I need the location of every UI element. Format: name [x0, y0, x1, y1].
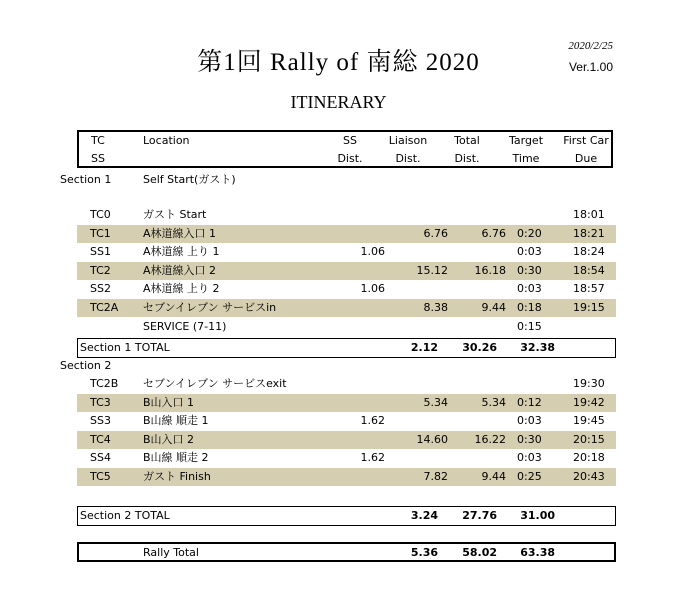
table-row [77, 225, 616, 243]
first-car-due-cell: 20:15 [573, 432, 605, 446]
table-row [77, 299, 616, 317]
first-car-due-cell: 18:21 [573, 226, 605, 240]
tc-cell: TC5 [90, 470, 111, 483]
document-date: 2020/2/25 [568, 40, 613, 52]
col-header-first-car: First Car [563, 134, 609, 147]
target-time-cell: 0:03 [517, 451, 542, 465]
table-row [77, 206, 616, 224]
first-car-due-cell: 19:15 [573, 301, 605, 314]
table-row [77, 394, 616, 412]
location-cell: SERVICE (7-11) [143, 319, 227, 333]
liaison-dist-cell: 14.60 [416, 432, 448, 446]
location-cell: ガスト Finish [143, 470, 211, 483]
first-car-due-cell: 18:57 [573, 282, 605, 296]
ss-dist-cell: 1.62 [360, 414, 385, 428]
section-2-total-total: 31.00 [520, 509, 555, 522]
tc-cell: TC2A [90, 301, 119, 314]
liaison-dist-cell: 7.82 [423, 470, 448, 483]
table-row [77, 262, 616, 280]
col-header-liaison: Liaison [388, 134, 428, 147]
tc-cell: TC1 [90, 226, 111, 240]
section-1-total-liaison: 30.26 [462, 341, 497, 354]
table-row [77, 468, 616, 486]
section-1-total-box [77, 338, 616, 358]
rally-total-liaison: 58.02 [462, 546, 497, 559]
location-cell: セブンイレブン サービスexit [143, 377, 287, 390]
location-cell: ガスト Start [143, 208, 207, 221]
first-car-due-cell: 19:45 [573, 414, 605, 428]
rally-total-ss: 5.36 [410, 546, 438, 559]
section-1-start: Self Start(ガスト) [143, 173, 236, 186]
location-cell: A林道線 上り 1 [143, 245, 220, 259]
first-car-due-cell: 19:42 [573, 395, 605, 409]
ss-dist-cell: 1.62 [360, 451, 385, 465]
col-header-due: Due [574, 152, 598, 165]
section-2-label: Section 2 [60, 359, 112, 372]
target-time-cell: 0:12 [517, 395, 542, 409]
table-row [77, 431, 616, 449]
table-row [77, 449, 616, 467]
first-car-due-cell: 20:43 [573, 470, 605, 483]
tc-cell: TC4 [90, 432, 111, 446]
ss-dist-cell: 1.06 [360, 282, 385, 296]
first-car-due-cell: 19:30 [573, 377, 605, 390]
document-title: 第1回 Rally of 南総 2020 [197, 49, 480, 76]
section-1-total-total: 32.38 [520, 341, 555, 354]
rally-total-box [77, 542, 616, 562]
target-time-cell: 0:03 [517, 245, 542, 259]
liaison-dist-cell: 6.76 [423, 226, 448, 240]
table-row [77, 375, 616, 393]
tc-cell: SS2 [90, 282, 111, 296]
rally-total-total: 63.38 [520, 546, 555, 559]
location-cell: A林道線 上り 2 [143, 282, 220, 296]
first-car-due-cell: 20:18 [573, 451, 605, 465]
target-time-cell: 0:20 [517, 226, 542, 240]
col-header-location: Location [143, 134, 190, 147]
target-time-cell: 0:30 [517, 263, 542, 277]
section-1-label: Section 1 [60, 173, 112, 186]
total-dist-cell: 6.76 [481, 226, 506, 240]
table-row [77, 412, 616, 430]
location-cell: B山入口 2 [143, 432, 195, 446]
section-1-total-label: Section 1 TOTAL [80, 341, 170, 354]
section-2-total-box [77, 506, 616, 526]
location-cell: B山線 順走 1 [143, 414, 209, 428]
table-row [77, 318, 616, 336]
col-header-total-sub: Dist. [454, 152, 480, 165]
ss-dist-cell: 1.06 [360, 245, 385, 259]
target-time-cell: 0:15 [517, 319, 542, 333]
total-dist-cell: 5.34 [481, 395, 506, 409]
table-row [77, 280, 616, 298]
col-header-liaison-sub: Dist. [395, 152, 421, 165]
location-cell: セブンイレブン サービスin [143, 301, 277, 314]
location-cell: A林道線入口 1 [143, 226, 217, 240]
liaison-dist-cell: 8.38 [423, 301, 448, 314]
total-dist-cell: 16.22 [474, 432, 506, 446]
col-header-target-sub: Time [512, 152, 540, 165]
col-header-ss-dist: SS [343, 134, 357, 147]
col-header-tc: TC [91, 134, 105, 147]
target-time-cell: 0:03 [517, 282, 542, 296]
col-header-ss: SS [91, 152, 105, 165]
liaison-dist-cell: 5.34 [423, 395, 448, 409]
target-time-cell: 0:25 [517, 470, 542, 483]
target-time-cell: 0:30 [517, 432, 542, 446]
col-header-ss-dist-sub: Dist. [337, 152, 363, 165]
total-dist-cell: 9.44 [481, 470, 506, 483]
first-car-due-cell: 18:24 [573, 245, 605, 259]
section-2-total-liaison: 27.76 [462, 509, 497, 522]
tc-cell: TC2B [90, 377, 119, 390]
total-dist-cell: 9.44 [481, 301, 506, 314]
section-2-total-ss: 3.24 [410, 509, 438, 522]
location-cell: A林道線入口 2 [143, 263, 217, 277]
tc-cell: TC2 [90, 263, 111, 277]
first-car-due-cell: 18:54 [573, 263, 605, 277]
section-2-total-label: Section 2 TOTAL [80, 509, 170, 522]
tc-cell: SS4 [90, 451, 111, 465]
total-dist-cell: 16.18 [474, 263, 506, 277]
document-version: Ver.1.00 [568, 60, 613, 74]
itinerary-heading: ITINERARY [290, 92, 387, 112]
tc-cell: SS1 [90, 245, 111, 259]
col-header-target: Target [508, 134, 544, 147]
tc-cell: TC3 [90, 395, 111, 409]
target-time-cell: 0:18 [517, 301, 542, 314]
rally-total-label: Rally Total [143, 546, 199, 559]
first-car-due-cell: 18:01 [573, 208, 605, 221]
table-row [77, 243, 616, 261]
location-cell: B山入口 1 [143, 395, 195, 409]
tc-cell: SS3 [90, 414, 111, 428]
section-1-total-ss: 2.12 [410, 341, 438, 354]
tc-cell: TC0 [90, 208, 111, 221]
liaison-dist-cell: 15.12 [416, 263, 448, 277]
location-cell: B山線 順走 2 [143, 451, 209, 465]
col-header-total: Total [454, 134, 480, 147]
target-time-cell: 0:03 [517, 414, 542, 428]
